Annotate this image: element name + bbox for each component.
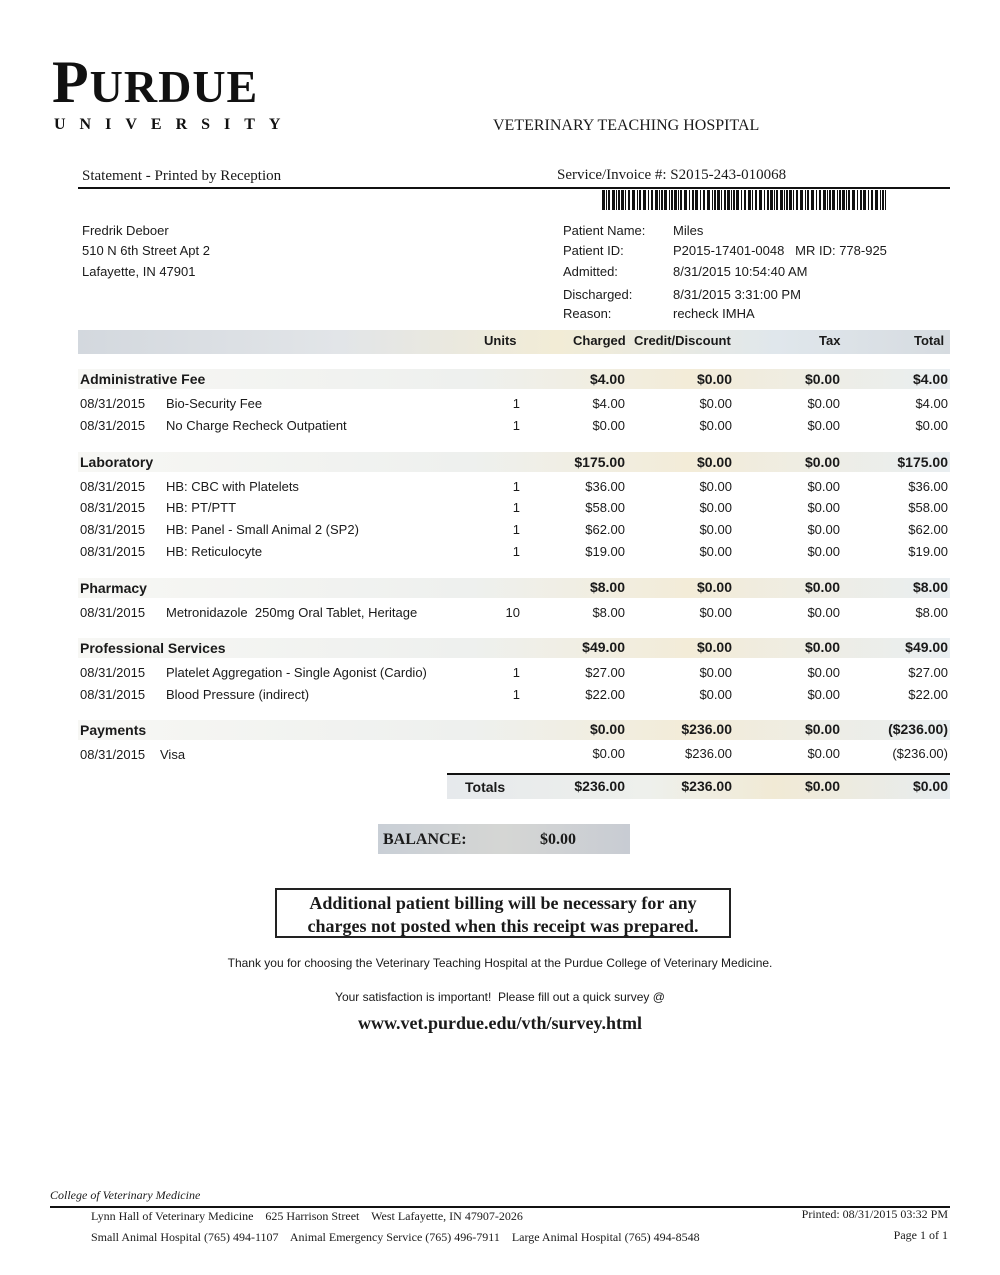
- item-tax: $0.00: [807, 396, 840, 411]
- barcode-bar: [885, 190, 886, 210]
- barcode-bar: [733, 190, 735, 210]
- barcode-bar: [839, 190, 841, 210]
- item-charged: $8.00: [592, 605, 625, 620]
- barcode-bar: [602, 190, 605, 210]
- billing-notice-line1: Additional patient billing will be necessary for any: [309, 893, 697, 913]
- barcode-bar: [860, 190, 862, 210]
- footer-college: College of Veterinary Medicine: [50, 1188, 201, 1202]
- barcode-bar: [776, 190, 778, 210]
- category-name: Pharmacy: [80, 580, 147, 596]
- purdue-logo: [52, 49, 259, 115]
- barcode-bar: [674, 190, 677, 210]
- item-tax: $0.00: [807, 418, 840, 433]
- barcode-bar: [684, 190, 687, 210]
- item-tax: $0.00: [807, 522, 840, 537]
- barcode-bar: [669, 190, 670, 210]
- item-tax: $0.00: [807, 544, 840, 559]
- category-charged: $4.00: [589, 371, 625, 387]
- item-total: $27.00: [908, 665, 948, 680]
- item-units: 1: [512, 522, 520, 537]
- item-credit: $0.00: [699, 500, 732, 515]
- totals-tax: $0.00: [804, 778, 840, 794]
- item-description: HB: PT/PTT: [166, 500, 237, 515]
- item-charged: $36.00: [585, 479, 625, 494]
- category-tax: $0.00: [804, 579, 840, 595]
- item-tax: $0.00: [807, 479, 840, 494]
- barcode-bar: [692, 190, 694, 210]
- barcode-bar: [717, 190, 720, 210]
- item-description: Blood Pressure (indirect): [166, 687, 310, 702]
- barcode-bar: [628, 190, 630, 210]
- barcode-bar: [755, 190, 757, 210]
- barcode-bar: [651, 190, 653, 210]
- item-date: 08/31/2015: [80, 544, 146, 559]
- item-units: 1: [512, 544, 520, 559]
- barcode-bar: [700, 190, 701, 210]
- item-date: 08/31/2015: [80, 665, 146, 680]
- item-date: 08/31/2015: [80, 687, 146, 702]
- balance-label: BALANCE:: [383, 831, 467, 848]
- item-credit: $0.00: [699, 418, 732, 433]
- item-description: HB: Panel - Small Animal 2 (SP2): [166, 522, 359, 537]
- barcode-bar: [823, 190, 826, 210]
- hospital-name: VETERINARY TEACHING HOSPITAL: [493, 117, 760, 134]
- category-charged: $0.00: [589, 721, 625, 737]
- item-tax: $0.00: [807, 687, 840, 702]
- category-total: ($236.00): [888, 721, 948, 737]
- footer-address: Lynn Hall of Veterinary Medicine 625 Harrison Street West Lafayette, IN 47907-2026: [91, 1209, 523, 1223]
- barcode-bar: [727, 190, 730, 210]
- barcode-bar: [616, 190, 617, 210]
- admitted-value: 8/31/2015 10:54:40 AM: [673, 264, 808, 279]
- category-name: Laboratory: [80, 454, 154, 470]
- barcode-bar: [724, 190, 726, 210]
- item-credit: $0.00: [699, 522, 732, 537]
- discharged-value: 8/31/2015 3:31:00 PM: [673, 287, 801, 302]
- barcode-bar: [625, 190, 626, 210]
- item-charged: $62.00: [585, 522, 625, 537]
- item-charged: $0.00: [592, 418, 625, 433]
- category-tax: $0.00: [804, 721, 840, 737]
- item-tax: $0.00: [807, 665, 840, 680]
- patient-id-label: Patient ID:: [563, 243, 624, 258]
- item-tax: $0.00: [807, 746, 840, 761]
- barcode: [602, 190, 886, 210]
- item-tax: $0.00: [807, 605, 840, 620]
- barcode-bar: [857, 190, 858, 210]
- item-description: No Charge Recheck Outpatient: [166, 418, 347, 433]
- category-total: $8.00: [912, 579, 948, 595]
- barcode-bar: [842, 190, 845, 210]
- patient-name: Miles: [673, 223, 704, 238]
- totals-rule: [447, 773, 950, 775]
- patient-id: P2015-17401-0048 MR ID: 778-925: [673, 243, 887, 258]
- barcode-bar: [863, 190, 866, 210]
- billing-notice-line2: charges not posted when this receipt was prepared.: [307, 916, 699, 936]
- item-units: 1: [512, 665, 520, 680]
- invoice-number: Service/Invoice #: S2015-243-010068: [557, 167, 787, 183]
- survey-message: Your satisfaction is important! Please fill out a quick survey @: [335, 990, 665, 1004]
- item-charged: $0.00: [592, 746, 625, 761]
- item-credit: $0.00: [699, 544, 732, 559]
- admitted-label: Admitted:: [563, 264, 618, 279]
- item-charged: $58.00: [585, 500, 625, 515]
- barcode-bar: [780, 190, 783, 210]
- barcode-bar: [736, 190, 739, 210]
- barcode-bar: [770, 190, 773, 210]
- item-units: 1: [512, 479, 520, 494]
- barcode-bar: [678, 190, 679, 210]
- reason-value: recheck IMHA: [673, 306, 755, 321]
- barcode-bar: [618, 190, 620, 210]
- barcode-bar: [871, 190, 873, 210]
- barcode-bar: [875, 190, 878, 210]
- category-tax: $0.00: [804, 454, 840, 470]
- column-total: Total: [914, 333, 945, 348]
- barcode-bar: [744, 190, 746, 210]
- barcode-bar: [703, 190, 705, 210]
- category-total: $4.00: [912, 371, 948, 387]
- item-description: Platelet Aggregation - Single Agonist (Cardio): [166, 665, 427, 680]
- barcode-bar: [846, 190, 847, 210]
- barcode-bar: [868, 190, 869, 210]
- item-charged: $27.00: [585, 665, 625, 680]
- barcode-bar: [661, 190, 663, 210]
- item-total: $36.00: [908, 479, 948, 494]
- item-description: HB: Reticulocyte: [166, 544, 263, 559]
- barcode-bar: [811, 190, 814, 210]
- footer-phones: Small Animal Hospital (765) 494-1107 Animal Emergency Service (765) 496-7911 Large Animal Hospital (765) 494-8548: [91, 1230, 700, 1244]
- category-charged: $8.00: [589, 579, 625, 595]
- barcode-bar: [712, 190, 713, 210]
- item-total: $22.00: [908, 687, 948, 702]
- footer-page: Page 1 of 1: [893, 1228, 948, 1242]
- barcode-bar: [816, 190, 817, 210]
- barcode-bar: [789, 190, 792, 210]
- barcode-bar: [637, 190, 638, 210]
- item-units: 1: [512, 418, 520, 433]
- item-description: HB: CBC with Platelets: [166, 479, 299, 494]
- barcode-bar: [695, 190, 698, 210]
- item-date: 08/31/2015: [80, 747, 146, 762]
- barcode-bar: [606, 190, 607, 210]
- logo-initial: P: [52, 49, 90, 115]
- category-credit: $0.00: [696, 579, 732, 595]
- item-total: $4.00: [915, 396, 948, 411]
- billing-address-line1: 510 N 6th Street Apt 2: [82, 243, 210, 258]
- barcode-bar: [827, 190, 828, 210]
- barcode-bar: [793, 190, 794, 210]
- barcode-bar: [819, 190, 821, 210]
- barcode-bar: [659, 190, 660, 210]
- barcode-bar: [852, 190, 855, 210]
- item-total: $0.00: [915, 418, 948, 433]
- discharged-label: Discharged:: [563, 287, 633, 302]
- totals-credit: $236.00: [681, 778, 732, 794]
- item-date: 08/31/2015: [80, 605, 146, 620]
- barcode-bar: [848, 190, 850, 210]
- item-total: $58.00: [908, 500, 948, 515]
- item-units: 10: [505, 605, 520, 620]
- barcode-bar: [731, 190, 732, 210]
- header-rule: [78, 187, 950, 189]
- category-total: $49.00: [905, 639, 948, 655]
- category-credit: $0.00: [696, 639, 732, 655]
- barcode-bar: [786, 190, 788, 210]
- category-tax: $0.00: [804, 371, 840, 387]
- barcode-bar: [671, 190, 673, 210]
- category-credit: $0.00: [696, 454, 732, 470]
- item-date: 08/31/2015: [80, 500, 146, 515]
- barcode-bar: [621, 190, 624, 210]
- item-total: $19.00: [908, 544, 948, 559]
- item-total: $8.00: [915, 605, 948, 620]
- barcode-bar: [796, 190, 798, 210]
- item-description: Bio-Security Fee: [166, 396, 263, 411]
- barcode-bar: [639, 190, 641, 210]
- category-name: Professional Services: [80, 640, 226, 656]
- footer-printed: Printed: 08/31/2015 03:32 PM: [801, 1207, 948, 1221]
- logo-rest: URDUE: [89, 61, 259, 112]
- barcode-bar: [767, 190, 769, 210]
- category-total: $175.00: [897, 454, 948, 470]
- barcode-bar: [655, 190, 658, 210]
- item-charged: $19.00: [585, 544, 625, 559]
- item-credit: $0.00: [699, 479, 732, 494]
- category-tax: $0.00: [804, 639, 840, 655]
- category-name: Administrative Fee: [80, 371, 206, 387]
- item-units: 1: [512, 396, 520, 411]
- barcode-bar: [752, 190, 753, 210]
- barcode-bar: [714, 190, 716, 210]
- item-date: 08/31/2015: [80, 396, 146, 411]
- item-credit: $0.00: [699, 396, 732, 411]
- column-credit-discount: Credit/Discount: [634, 333, 731, 348]
- category-credit: $236.00: [681, 721, 732, 737]
- billing-address-line2: Lafayette, IN 47901: [82, 264, 196, 279]
- item-date: 08/31/2015: [80, 522, 146, 537]
- category-charged: $49.00: [582, 639, 625, 655]
- item-description: Visa: [160, 747, 186, 762]
- barcode-bar: [632, 190, 635, 210]
- column-tax: Tax: [819, 333, 841, 348]
- reason-label: Reason:: [563, 306, 612, 321]
- barcode-bar: [721, 190, 722, 210]
- column-charged: Charged: [573, 333, 626, 348]
- item-credit: $0.00: [699, 665, 732, 680]
- balance-value: $0.00: [540, 831, 576, 848]
- barcode-bar: [882, 190, 884, 210]
- totals-charged: $236.00: [574, 778, 625, 794]
- item-credit: $236.00: [685, 746, 732, 761]
- category-name: Payments: [80, 722, 147, 738]
- column-units: Units: [484, 333, 517, 348]
- barcode-bar: [689, 190, 690, 210]
- barcode-bar: [643, 190, 646, 210]
- item-date: 08/31/2015: [80, 479, 146, 494]
- barcode-bar: [774, 190, 775, 210]
- barcode-bar: [741, 190, 742, 210]
- totals-total: $0.00: [912, 778, 948, 794]
- category-credit: $0.00: [696, 371, 732, 387]
- barcode-bar: [807, 190, 809, 210]
- item-charged: $4.00: [592, 396, 625, 411]
- item-total: ($236.00): [892, 746, 948, 761]
- barcode-bar: [680, 190, 682, 210]
- barcode-bar: [608, 190, 610, 210]
- item-credit: $0.00: [699, 605, 732, 620]
- item-description: Metronidazole 250mg Oral Tablet, Heritage: [166, 605, 418, 620]
- totals-label: Totals: [465, 779, 506, 795]
- logo-subtitle: UNIVERSITY: [54, 116, 295, 133]
- item-units: 1: [512, 500, 520, 515]
- barcode-bar: [805, 190, 806, 210]
- item-date: 08/31/2015: [80, 418, 146, 433]
- barcode-bar: [664, 190, 667, 210]
- barcode-bar: [800, 190, 803, 210]
- category-charged: $175.00: [574, 454, 625, 470]
- item-credit: $0.00: [699, 687, 732, 702]
- item-charged: $22.00: [585, 687, 625, 702]
- barcode-bar: [829, 190, 831, 210]
- statement-label: Statement - Printed by Reception: [82, 168, 282, 184]
- barcode-bar: [707, 190, 710, 210]
- patient-name-label: Patient Name:: [563, 223, 646, 238]
- barcode-bar: [837, 190, 838, 210]
- barcode-bar: [832, 190, 835, 210]
- barcode-bar: [764, 190, 765, 210]
- item-units: 1: [512, 687, 520, 702]
- barcode-bar: [612, 190, 615, 210]
- barcode-bar: [880, 190, 881, 210]
- billing-name: Fredrik Deboer: [82, 223, 169, 238]
- item-total: $62.00: [908, 522, 948, 537]
- barcode-bar: [784, 190, 785, 210]
- barcode-bar: [759, 190, 762, 210]
- thank-you-message: Thank you for choosing the Veterinary Teaching Hospital at the Purdue College of Veterinary Medicine.: [227, 956, 773, 970]
- barcode-bar: [648, 190, 649, 210]
- barcode-bar: [748, 190, 751, 210]
- survey-link[interactable]: www.vet.purdue.edu/vth/survey.html: [357, 1013, 643, 1033]
- item-tax: $0.00: [807, 500, 840, 515]
